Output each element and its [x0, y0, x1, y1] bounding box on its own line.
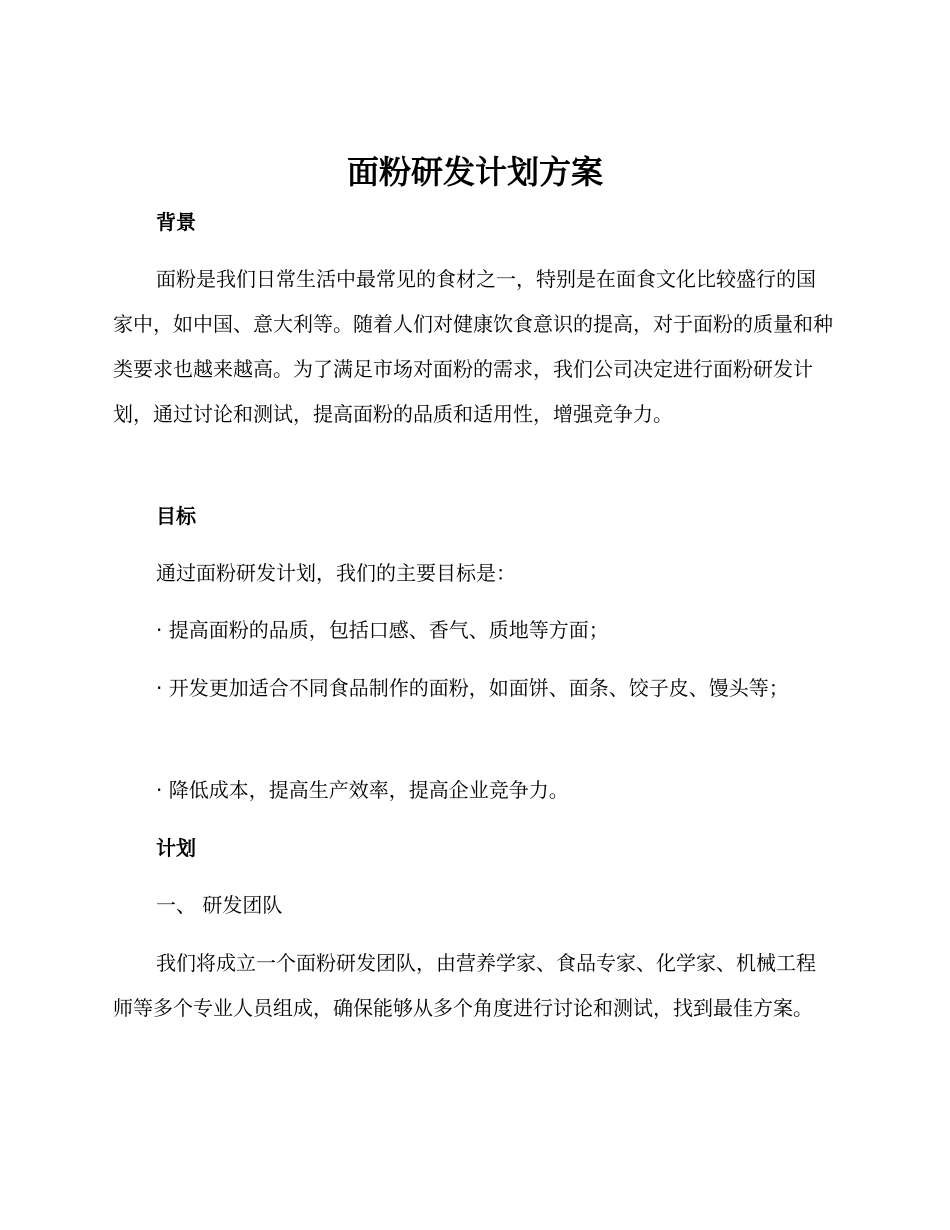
- background-paragraph: 面粉是我们日常生活中最常见的食材之一，特别是在面食文化比较盛行的国家中，如中国、意大利等。随着人们对健康饮食意识的提高，对于面粉的质量和种类要求也越来越高。为了满足市场对面粉的需求，我们公司决定进行面粉研发计划，通过讨论和测试，提高面粉的品质和适用性，增强竞争力。: [113, 267, 833, 426]
- goal-item-cost: · 降低成本，提高生产效率，提高企业竞争力。: [156, 778, 569, 802]
- plan-subheading-team: 一、 研发团队: [156, 893, 283, 917]
- goal-item-variety: · 开发更加适合不同食品制作的面粉，如面饼、面条、饺子皮、馒头等；: [156, 676, 789, 700]
- goals-intro: 通过面粉研发计划，我们的主要目标是：: [156, 561, 516, 585]
- goal-item-quality: · 提高面粉的品质，包括口感、香气、质地等方面；: [156, 618, 609, 642]
- section-heading-plan: 计划: [156, 836, 196, 860]
- section-heading-goals: 目标: [156, 504, 196, 528]
- document-title: 面粉研发计划方案: [346, 153, 603, 191]
- section-heading-background: 背景: [156, 210, 196, 234]
- plan-team-paragraph: 我们将成立一个面粉研发团队，由营养学家、食品专家、化学家、机械工程师等多个专业人员组成，确保能够从多个角度进行讨论和测试，找到最佳方案。: [113, 951, 816, 1020]
